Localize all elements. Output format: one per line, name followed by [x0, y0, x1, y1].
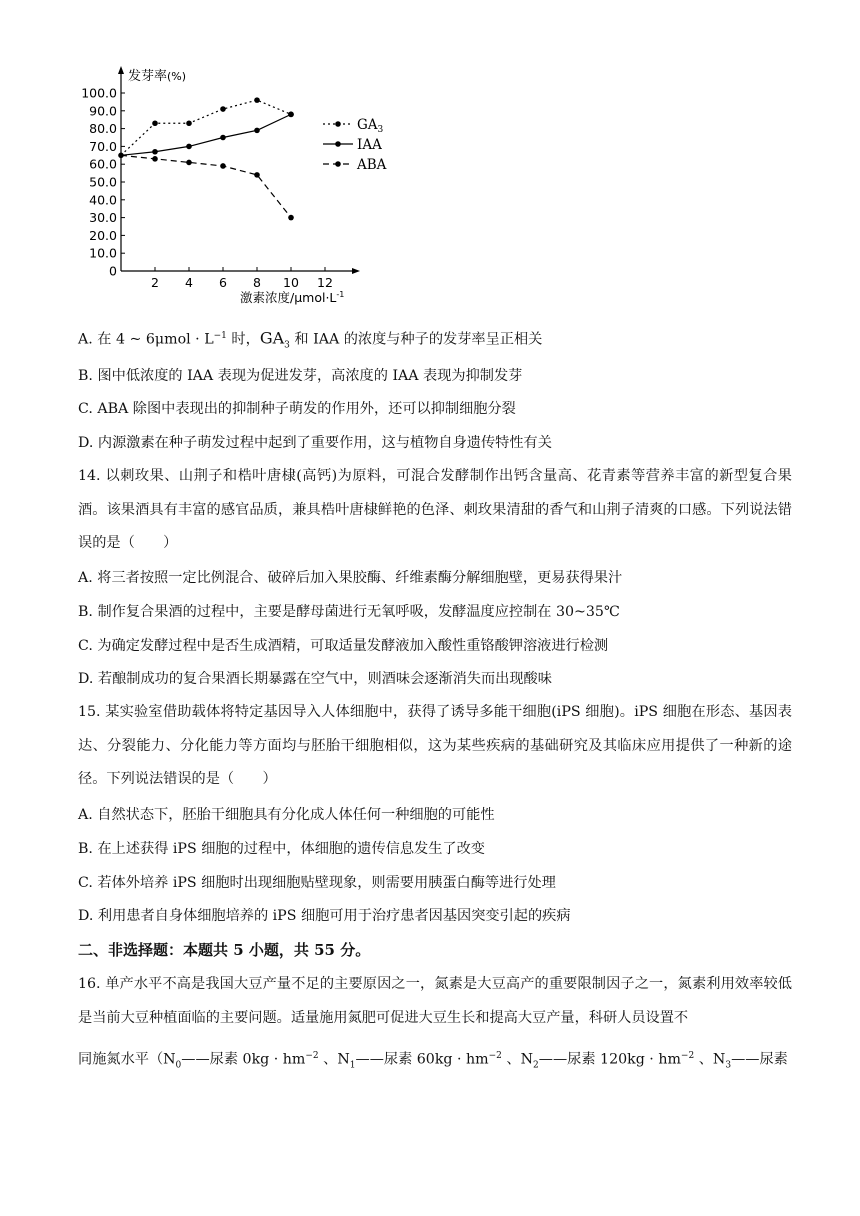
q13-option-c: C. ABA 除图中表现出的抑制种子萌发的作用外，还可以抑制细胞分裂 [78, 401, 516, 417]
data-point-aba [186, 160, 192, 166]
q16-stem: 16. 单产水平不高是我国大豆产量不足的主要原因之一，氮素是大豆高产的重要限制因子之一，氮素利用效率较低是当前大豆种植面临的主要问题。适量施用氮肥可促进大豆生长和提高大豆产量，科研人员设置不 [78, 976, 792, 1026]
q16-levels: 同施氮水平（$N_0——$尿素 $0kg \cdot hm^{-2}$ 、$N_1——$尿素 $60kg \cdot hm^{-2}$ 、$N_2——$尿素 $120kg \cdot hm^{-2}$ 、$N_3——$尿素 [78, 1051, 788, 1071]
y-tick-label: 90.0 [89, 103, 117, 119]
y-tick-label: 20.0 [89, 227, 117, 243]
legend-marker [335, 161, 341, 167]
y-tick-label: 50.0 [89, 174, 117, 190]
x-tick-label: 6 [219, 275, 227, 290]
q13-option-a: A. 在 4 ~ $6\mu mol \cdot L^{-1}$ 时，$GA_3$ 和 IAA 的浓度与种子的发芽率呈正相关 [78, 328, 543, 351]
y-tick-label: 30.0 [89, 210, 117, 226]
legend-marker [335, 141, 341, 147]
data-point-aba [152, 156, 158, 162]
x-tick-label: 12 [317, 275, 333, 290]
q15-option-c: C. 若体外培养 iPS 细胞时出现细胞贴壁现象，则需要用胰蛋白酶等进行处理 [78, 875, 556, 891]
data-point-ga [220, 106, 226, 112]
legend [323, 117, 387, 173]
data-point-iaa [152, 149, 158, 155]
data-point-ga [186, 120, 192, 126]
section-heading: 二、非选择题：本题共 5 小题，共 55 分。 [78, 941, 371, 959]
data-point-ga [152, 120, 158, 126]
q14-option-c: C. 为确定发酵过程中是否生成酒精，可取适量发酵液加入酸性重铬酸钾溶液进行检测 [78, 638, 609, 654]
q14-option-d: D. 若酿制成功的复合果酒长期暴露在空气中，则酒味会逐渐消失而出现酸味 [78, 671, 552, 687]
x-axis-arrow [352, 268, 360, 274]
q15-option-b: B. 在上述获得 iPS 细胞的过程中，体细胞的遗传信息发生了改变 [78, 841, 485, 857]
legend-label-aba: ABA [357, 157, 387, 173]
series-line-aba [121, 155, 291, 217]
q15-option-d: D. 利用患者自身体细胞培养的 iPS 细胞可用于治疗患者因基因突变引起的疾病 [78, 908, 571, 924]
x-tick-label: 10 [283, 275, 299, 290]
data-point-iaa [254, 128, 260, 134]
q14-option-b: B. 制作复合果酒的过程中，主要是酵母菌进行无氧呼吸，发酵温度应控制在 30~35℃ [78, 604, 620, 620]
y-tick-label: 80.0 [89, 121, 117, 137]
data-point-aba [254, 172, 260, 178]
q15-option-a: A. 自然状态下，胚胎干细胞具有分化成人体任何一种细胞的可能性 [78, 807, 495, 823]
q15-stem: 15. 某实验室借助载体将特定基因导入人体细胞中，获得了诱导多能干细胞(iPS 细胞)。iPS 细胞在形态、基因表达、分裂能力、分化能力等方面均与胚胎干细胞相似，这为某些疾病的基础研究及其临床应用提供了一种新的途径。下列说法错误的是（ ） [78, 704, 792, 787]
legend-label-ga: $GA_3$ [357, 117, 384, 135]
x-axis-label: 激素浓度$/\mu mol\cdot L^{-1}$ [240, 290, 345, 305]
data-point-aba [288, 215, 294, 221]
legend-marker [335, 121, 341, 127]
q13-option-b: B. 图中低浓度的 IAA 表现为促进发芽，高浓度的 IAA 表现为抑制发芽 [78, 368, 523, 384]
y-tick-label: 10.0 [89, 245, 117, 261]
y-tick-label: 0 [109, 263, 117, 279]
series-line-ga [121, 100, 291, 155]
q14-option-a: A. 将三者按照一定比例混合、破碎后加入果胶酶、纤维素酶分解细胞壁，更易获得果汁 [78, 570, 623, 586]
y-tick-label: 70.0 [89, 138, 117, 154]
q14-stem: 14. 以刺玫果、山荆子和梏叶唐棣(高钙)为原料，可混合发酵制作出钙含量高、花青素等营养丰富的新型复合果酒。该果酒具有丰富的感官品质，兼具梏叶唐棣鲜艳的色泽、刺玫果清甜的香气和山荆子清爽的口感。下列说法错误的是（ ） [78, 468, 792, 551]
data-point-iaa [186, 144, 192, 150]
q13-option-d: D. 内源激素在种子萌发过程中起到了重要作用，这与植物自身遗传特性有关 [78, 435, 552, 451]
data-point-iaa [220, 135, 226, 141]
germination-rate-chart [60, 58, 400, 310]
data-point-ga [254, 97, 260, 103]
x-tick-label: 2 [151, 275, 159, 290]
legend-label-iaa: IAA [357, 137, 382, 153]
x-tick-label: 8 [253, 275, 261, 290]
series-line-iaa [121, 114, 291, 155]
y-tick-label: 100.0 [81, 85, 117, 101]
x-tick-label: 4 [185, 275, 193, 290]
data-point-aba [220, 163, 226, 169]
y-axis-label: 发芽率(%) [128, 69, 187, 84]
y-tick-label: 60.0 [89, 156, 117, 172]
y-tick-label: 40.0 [89, 192, 117, 208]
data-point-iaa [288, 112, 294, 118]
y-axis-arrow [118, 66, 124, 74]
